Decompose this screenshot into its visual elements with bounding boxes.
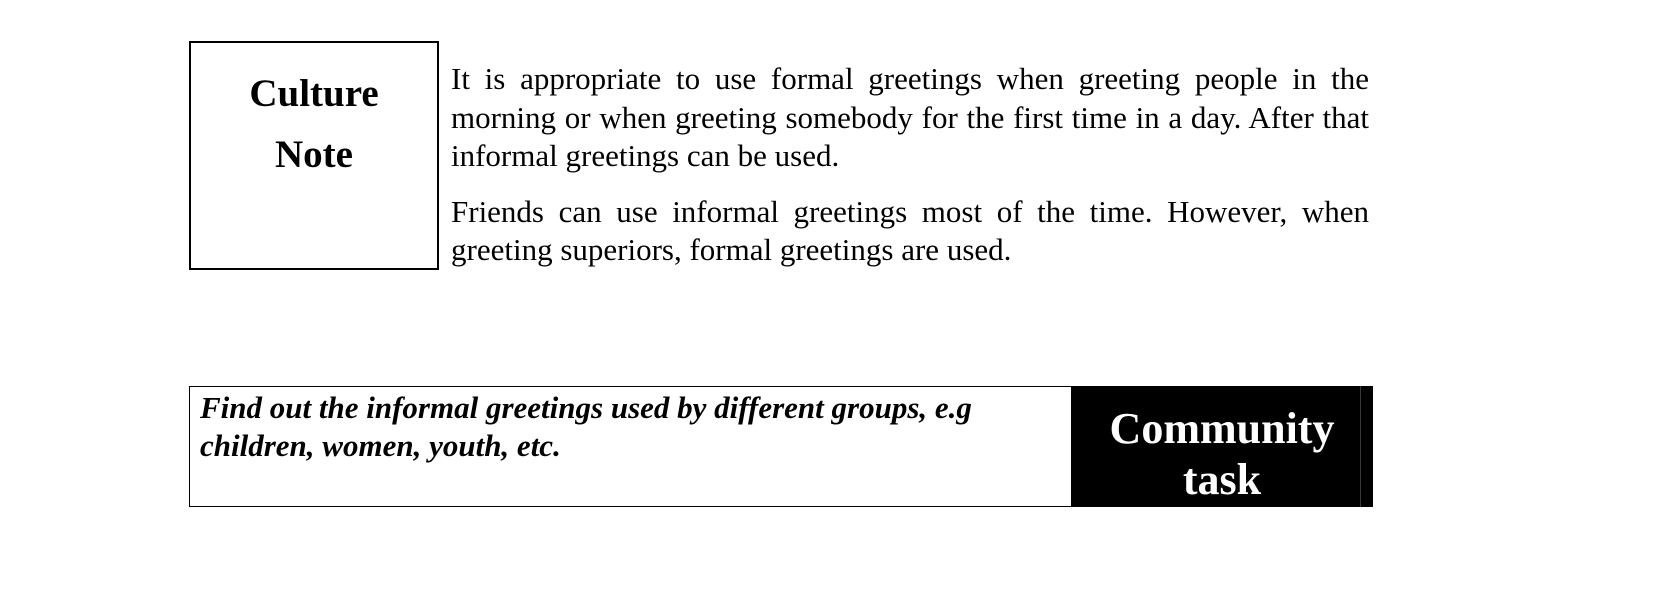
- culture-note-title-line1: Culture: [249, 72, 379, 115]
- community-task-label-cell: [1071, 386, 1373, 507]
- culture-note-title-line2: Note: [275, 133, 353, 176]
- community-task-instruction: Find out the informal greetings used by different groups, e.g children, women, youth, etc.: [200, 390, 972, 463]
- culture-note-title: [191, 63, 437, 185]
- community-task-label-line1: Community: [1109, 404, 1335, 453]
- culture-note-text: [451, 60, 1369, 270]
- culture-note-paragraph-1: It is appropriate to use formal greetings when greeting people in the morning or when greeting somebody for the first time in a day. After that informal greetings can be used.: [451, 61, 1369, 173]
- culture-note-paragraph-2: Friends can use informal greetings most of the time. However, when greeting superiors, formal greetings are used.: [451, 193, 1369, 267]
- culture-note-box: [189, 41, 439, 270]
- community-task-label: [1071, 403, 1373, 505]
- community-task-label-line2: task: [1182, 455, 1262, 504]
- community-task-box: [189, 386, 1373, 507]
